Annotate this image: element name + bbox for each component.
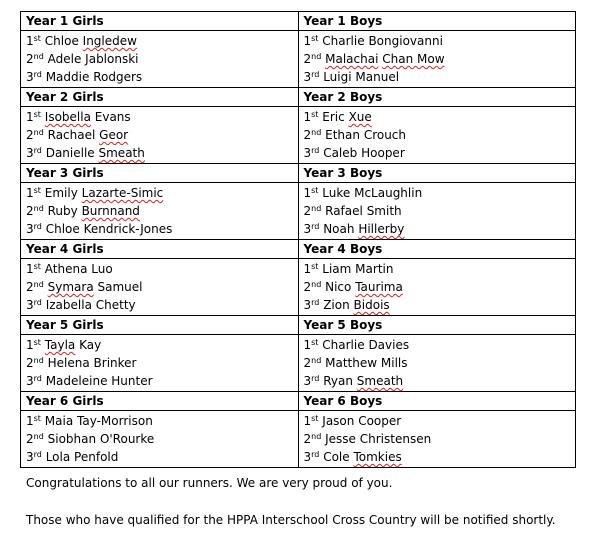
runner-first-name: Ruby — [47, 204, 78, 218]
boys-placings-cell — [298, 259, 576, 316]
runner-first-name: Emily — [44, 186, 78, 200]
placing-line — [26, 372, 298, 390]
placing-line — [304, 412, 576, 430]
runner-last-name: Smeath — [98, 146, 145, 160]
runner-last-name: Penfold — [74, 450, 119, 464]
place-suffix: st — [311, 186, 319, 195]
place-suffix: st — [33, 414, 41, 423]
placings-row — [21, 259, 576, 316]
runner-first-name: Rachael — [47, 128, 96, 142]
girls-year-heading: Year 5 Girls — [21, 316, 299, 335]
place-suffix: rd — [311, 374, 320, 383]
place-suffix: rd — [311, 146, 320, 155]
place-number: 2 — [26, 432, 34, 446]
boys-placings-cell — [298, 31, 576, 88]
runner-first-name: Charlie — [322, 338, 365, 352]
runner-first-name: Lola — [45, 450, 71, 464]
place-suffix: st — [311, 110, 319, 119]
runner-first-name: Jason — [322, 414, 355, 428]
runner-last-name: Luo — [91, 262, 113, 276]
runner-first-name: Luigi — [323, 70, 352, 84]
place-suffix: rd — [311, 298, 320, 307]
runner-first-name: Athena — [44, 262, 88, 276]
place-number: 1 — [26, 34, 34, 48]
placings-row — [21, 183, 576, 240]
runner-first-name: Malachai — [325, 52, 379, 66]
place-number: 1 — [26, 186, 34, 200]
place-number: 3 — [26, 298, 34, 312]
place-suffix: st — [311, 34, 319, 43]
place-suffix: rd — [33, 450, 42, 459]
runner-last-name: Christensen — [359, 432, 432, 446]
runner-first-name: Rafael — [325, 204, 363, 218]
place-suffix: rd — [33, 298, 42, 307]
place-number: 3 — [26, 146, 34, 160]
placing-line — [26, 448, 298, 466]
runner-last-name: Geor — [99, 128, 129, 142]
place-suffix: nd — [33, 52, 44, 61]
place-number: 3 — [303, 374, 312, 388]
runner-first-name: Maia — [44, 414, 74, 428]
place-number: 3 — [303, 70, 312, 84]
runner-last-name: Kay — [79, 338, 102, 352]
runner-first-name: Helena — [47, 356, 90, 370]
place-suffix: st — [33, 262, 41, 271]
boys-placings-cell — [298, 107, 576, 164]
boys-year-heading: Year 3 Boys — [298, 164, 576, 183]
runner-last-name: Bongiovanni — [368, 34, 443, 48]
runner-last-name: Tomkies — [353, 450, 402, 464]
runner-last-name: Smith — [366, 204, 402, 218]
placing-line — [26, 144, 298, 162]
runner-first-name: Luke — [322, 186, 351, 200]
placing-line — [304, 220, 576, 238]
girls-year-heading: Year 2 Girls — [21, 88, 299, 107]
place-number: 3 — [26, 374, 34, 388]
runner-first-name: Eric — [322, 110, 345, 124]
runner-last-name: Bidois — [353, 298, 390, 312]
place-suffix: nd — [311, 432, 322, 441]
placing-line — [304, 50, 576, 68]
runner-last-name: O'Rourke — [99, 432, 155, 446]
boys-year-heading: Year 6 Boys — [298, 392, 576, 411]
placing-line — [26, 202, 298, 220]
place-suffix: nd — [311, 204, 322, 213]
boys-year-heading: Year 1 Boys — [298, 12, 576, 31]
runner-last-name: Brinker — [93, 356, 137, 370]
runner-first-name: Maddie — [45, 70, 90, 84]
runner-first-name: Siobhan — [47, 432, 97, 446]
runner-last-name: Burnnand — [81, 204, 140, 218]
placing-line — [304, 126, 576, 144]
place-suffix: nd — [33, 128, 44, 137]
place-number: 2 — [303, 356, 312, 370]
place-number: 2 — [26, 52, 34, 66]
runner-first-name: Tayla — [44, 338, 76, 352]
girls-year-heading: Year 3 Girls — [21, 164, 299, 183]
placing-line — [304, 144, 576, 162]
place-suffix: st — [33, 110, 41, 119]
qualification-notice: Those who have qualified for the HPPA Interschool Cross Country will be notified shortly. — [26, 513, 556, 527]
runner-first-name: Cole — [323, 450, 350, 464]
placing-line — [26, 296, 298, 314]
runner-last-name: Rodgers — [93, 70, 143, 84]
placing-line — [26, 184, 298, 202]
placings-row — [21, 31, 576, 88]
girls-year-heading: Year 4 Girls — [21, 240, 299, 259]
runner-last-name: Ingledew — [82, 34, 137, 48]
placing-line — [26, 260, 298, 278]
place-suffix: nd — [33, 204, 44, 213]
place-suffix: st — [33, 34, 41, 43]
runner-first-name: Isobella — [44, 110, 91, 124]
placing-line — [304, 354, 576, 372]
place-number: 3 — [303, 450, 312, 464]
place-number: 3 — [26, 450, 34, 464]
place-number: 1 — [26, 262, 34, 276]
place-suffix: nd — [33, 432, 44, 441]
place-suffix: rd — [33, 374, 42, 383]
place-number: 2 — [26, 356, 34, 370]
runner-first-name: Zion — [323, 298, 350, 312]
heading-row — [21, 164, 576, 183]
place-number: 3 — [26, 222, 34, 236]
placing-line — [304, 260, 576, 278]
congratulations-text: Congratulations to all our runners. We are very proud of you. — [26, 476, 393, 490]
boys-placings-cell — [298, 183, 576, 240]
runner-last-name: Manuel — [355, 70, 400, 84]
place-number: 3 — [303, 146, 312, 160]
place-number: 1 — [26, 110, 34, 124]
runner-last-name: Kendrick-Jones — [83, 222, 173, 236]
runner-last-name: Chan Mow — [382, 52, 445, 66]
girls-placings-cell — [21, 107, 299, 164]
place-number: 1 — [303, 262, 312, 276]
runner-last-name: Hillerby — [358, 222, 405, 236]
placing-line — [26, 336, 298, 354]
placings-row — [21, 107, 576, 164]
placing-line — [304, 430, 576, 448]
results-table — [20, 11, 576, 468]
place-number: 1 — [303, 34, 312, 48]
place-suffix: nd — [311, 52, 322, 61]
placing-line — [304, 448, 576, 466]
heading-row — [21, 12, 576, 31]
runner-first-name: Izabella — [45, 298, 92, 312]
runner-first-name: Chloe — [45, 222, 80, 236]
place-suffix: st — [311, 338, 319, 347]
placing-line — [26, 32, 298, 50]
runner-last-name: Chetty — [95, 298, 136, 312]
runner-first-name: Madeleine — [45, 374, 108, 388]
placing-line — [304, 336, 576, 354]
runner-last-name: Cooper — [358, 414, 402, 428]
runner-last-name: Crouch — [363, 128, 407, 142]
runner-first-name: Chloe — [44, 34, 79, 48]
runner-first-name: Noah — [323, 222, 355, 236]
placing-line — [26, 278, 298, 296]
results-body — [21, 12, 576, 468]
girls-placings-cell — [21, 335, 299, 392]
boys-year-heading: Year 2 Boys — [298, 88, 576, 107]
placings-row — [21, 335, 576, 392]
heading-row — [21, 88, 576, 107]
place-number: 2 — [303, 204, 312, 218]
runner-first-name: Nico — [325, 280, 352, 294]
boys-placings-cell — [298, 335, 576, 392]
runner-first-name: Matthew — [325, 356, 378, 370]
heading-row — [21, 392, 576, 411]
girls-year-heading: Year 6 Girls — [21, 392, 299, 411]
runner-first-name: Symara — [47, 280, 94, 294]
place-suffix: rd — [311, 70, 320, 79]
placing-line — [304, 372, 576, 390]
runner-last-name: Smeath — [356, 374, 404, 388]
runner-first-name: Charlie — [322, 34, 365, 48]
placing-line — [304, 278, 576, 296]
placing-line — [26, 412, 298, 430]
runner-last-name: Lazarte-Simic — [81, 186, 164, 200]
runner-first-name: Jesse — [325, 432, 356, 446]
placing-line — [304, 296, 576, 314]
placing-line — [26, 50, 298, 68]
place-number: 2 — [26, 128, 34, 142]
girls-placings-cell — [21, 411, 299, 468]
place-number: 1 — [26, 414, 34, 428]
girls-placings-cell — [21, 259, 299, 316]
place-suffix: rd — [33, 146, 42, 155]
place-number: 1 — [303, 414, 312, 428]
place-suffix: nd — [33, 356, 44, 365]
girls-placings-cell — [21, 183, 299, 240]
placing-line — [26, 108, 298, 126]
place-suffix: nd — [311, 356, 322, 365]
place-number: 2 — [303, 52, 312, 66]
runner-last-name: McLaughlin — [354, 186, 423, 200]
place-number: 1 — [303, 338, 312, 352]
heading-row — [21, 240, 576, 259]
placing-line — [304, 202, 576, 220]
runner-last-name: Hooper — [361, 146, 405, 160]
place-suffix: nd — [33, 280, 44, 289]
boys-year-heading: Year 4 Boys — [298, 240, 576, 259]
runner-last-name: Jablonski — [85, 52, 139, 66]
place-suffix: rd — [311, 222, 320, 231]
girls-year-heading: Year 1 Girls — [21, 12, 299, 31]
place-suffix: nd — [311, 280, 322, 289]
place-suffix: nd — [311, 128, 322, 137]
runner-last-name: Evans — [94, 110, 131, 124]
placing-line — [26, 220, 298, 238]
runner-last-name: Xue — [348, 110, 372, 124]
place-number: 1 — [303, 110, 312, 124]
place-suffix: rd — [311, 450, 320, 459]
place-number: 3 — [26, 70, 34, 84]
runner-first-name: Ryan — [323, 374, 353, 388]
place-number: 2 — [26, 280, 34, 294]
placing-line — [26, 126, 298, 144]
place-suffix: st — [311, 414, 319, 423]
runner-last-name: Martin — [355, 262, 394, 276]
runner-first-name: Caleb — [323, 146, 358, 160]
runner-first-name: Adele — [47, 52, 82, 66]
placing-line — [26, 354, 298, 372]
place-number: 3 — [303, 222, 312, 236]
runner-first-name: Danielle — [45, 146, 95, 160]
place-number: 2 — [303, 432, 312, 446]
runner-first-name: Liam — [322, 262, 352, 276]
place-number: 2 — [26, 204, 34, 218]
placing-line — [304, 68, 576, 86]
place-number: 3 — [303, 298, 312, 312]
place-number: 1 — [26, 338, 34, 352]
place-number: 2 — [303, 280, 312, 294]
boys-placings-cell — [298, 411, 576, 468]
place-suffix: st — [311, 262, 319, 271]
runner-first-name: Ethan — [325, 128, 360, 142]
placing-line — [26, 430, 298, 448]
runner-last-name: Samuel — [97, 280, 143, 294]
placing-line — [304, 108, 576, 126]
place-suffix: rd — [33, 222, 42, 231]
placings-row — [21, 411, 576, 468]
place-number: 1 — [303, 186, 312, 200]
heading-row — [21, 316, 576, 335]
runner-last-name: Taurima — [355, 280, 403, 294]
place-suffix: rd — [33, 70, 42, 79]
place-number: 2 — [303, 128, 312, 142]
boys-year-heading: Year 5 Boys — [298, 316, 576, 335]
placing-line — [304, 32, 576, 50]
girls-placings-cell — [21, 31, 299, 88]
runner-last-name: Tay-Morrison — [77, 414, 153, 428]
place-suffix: st — [33, 338, 41, 347]
runner-last-name: Hunter — [111, 374, 153, 388]
runner-last-name: Davies — [368, 338, 410, 352]
placing-line — [26, 68, 298, 86]
runner-last-name: Mills — [380, 356, 408, 370]
placing-line — [304, 184, 576, 202]
place-suffix: st — [33, 186, 41, 195]
